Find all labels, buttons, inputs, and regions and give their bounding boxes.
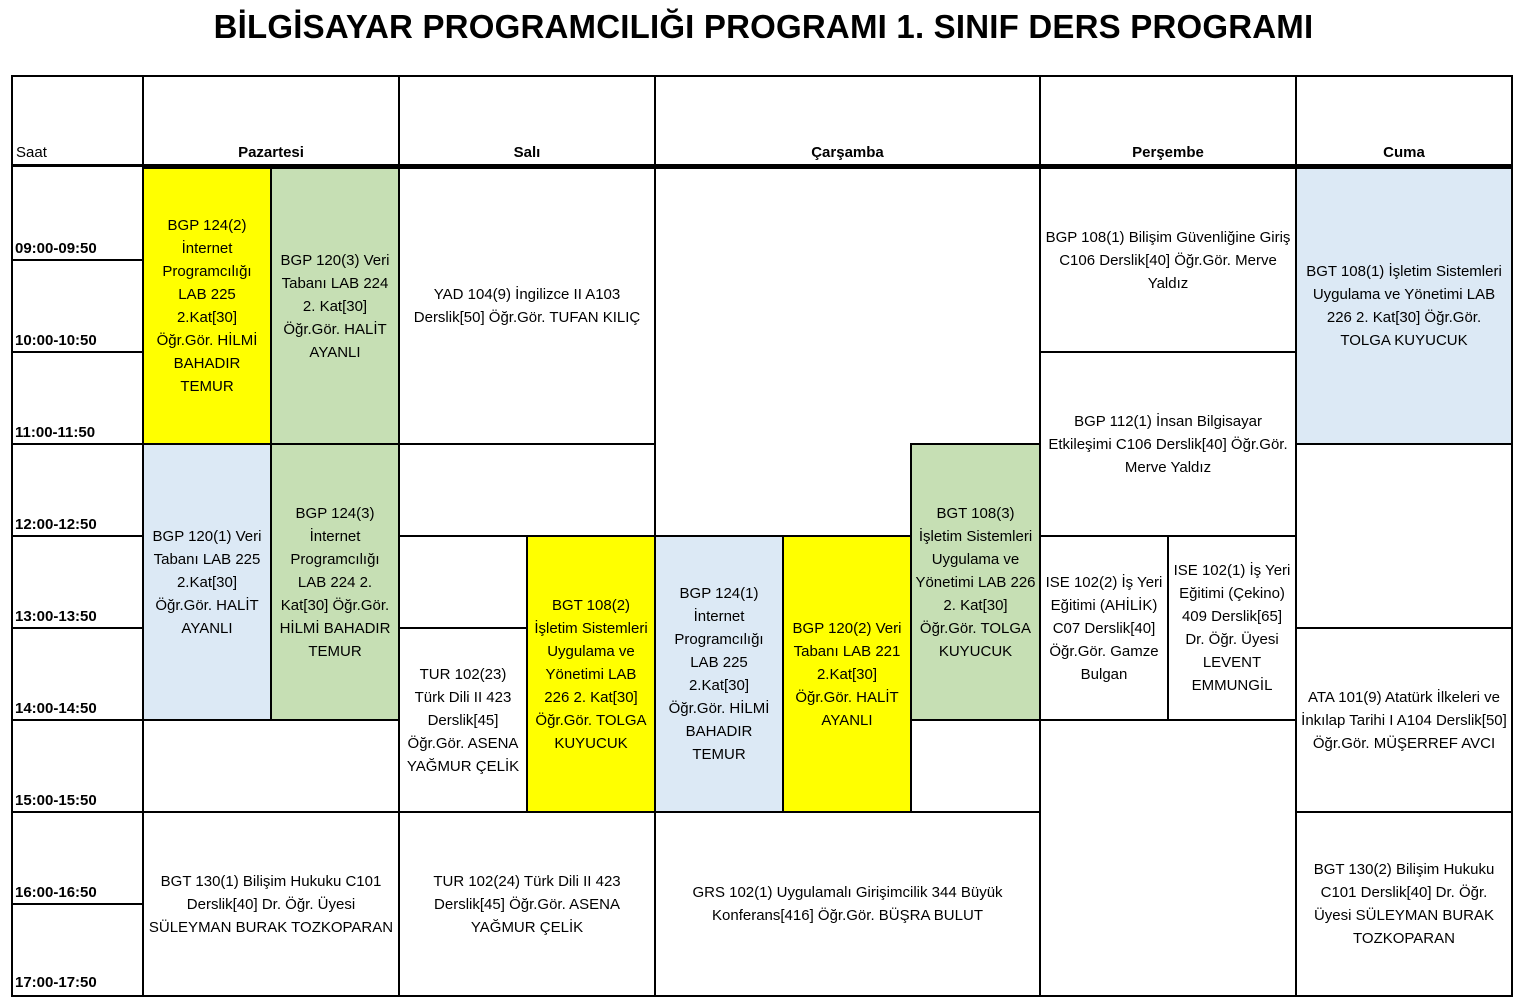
- time-divider: [12, 719, 143, 721]
- course-text: BGT 130(1) Bilişim Hukuku C101 Derslik[40] Dr. Öğr. Üyesi SÜLEYMAN BURAK TOZKOPARAN: [148, 872, 394, 936]
- header-day-tuesday: [398, 75, 656, 167]
- header-day-label: Çarşamba: [811, 144, 884, 161]
- course-text: BGP 124(3) İnternet Programcılığı LAB 224 2. Kat[30] Öğr.Gör. HİLMİ BAHADIR TEMUR: [279, 504, 391, 660]
- course-cell[interactable]: [1039, 535, 1169, 721]
- header-day-label: Salı: [513, 144, 541, 161]
- header-day-label: Cuma: [1383, 144, 1425, 161]
- course-text: BGP 112(1) İnsan Bilgisayar Etkileşimi C106 Derslik[40] Öğr.Gör. Merve Yaldız: [1048, 412, 1288, 476]
- course-cell[interactable]: [1295, 627, 1513, 813]
- time-slot: 12:00-12:50: [15, 516, 97, 533]
- time-divider: [12, 811, 143, 813]
- time-divider: [12, 259, 143, 261]
- header-saat: [11, 75, 144, 167]
- header-day-wednesday: [654, 75, 1041, 167]
- course-cell[interactable]: [782, 535, 912, 813]
- empty-cell: [1039, 719, 1297, 997]
- course-text: BGP 120(2) Veri Tabanı LAB 221 2.Kat[30] Öğr.Gör. HALİT AYANLI: [792, 619, 902, 729]
- course-cell[interactable]: [398, 627, 528, 813]
- time-slot: 11:00-11:50: [15, 424, 96, 441]
- time-slot: 17:00-17:50: [15, 974, 97, 991]
- course-cell[interactable]: [910, 443, 1041, 721]
- course-cell[interactable]: [1295, 167, 1513, 445]
- course-cell[interactable]: [142, 443, 272, 721]
- course-text: ISE 102(1) İş Yeri Eğitimi (Çekino) 409 Derslik[65] Dr. Öğr. Üyesi LEVENT EMMUNGİL: [1173, 562, 1291, 694]
- time-divider: [12, 443, 143, 445]
- course-cell[interactable]: [654, 535, 784, 813]
- course-cell[interactable]: [142, 811, 400, 997]
- course-text: YAD 104(9) İngilizce II A103 Derslik[50] Öğr.Gör. TUFAN KILIÇ: [413, 286, 641, 326]
- empty-cell: [1295, 443, 1513, 629]
- time-slot: 13:00-13:50: [15, 608, 97, 625]
- empty-cell: [654, 443, 912, 537]
- empty-cell: [398, 443, 656, 537]
- course-cell[interactable]: [270, 443, 400, 721]
- course-text: BGP 120(1) Veri Tabanı LAB 225 2.Kat[30] Öğr.Gör. HALİT AYANLI: [152, 527, 262, 637]
- course-text: TUR 102(24) Türk Dili II 423 Derslik[45] Öğr.Gör. ASENA YAĞMUR ÇELİK: [433, 872, 621, 936]
- course-text: BGP 120(3) Veri Tabanı LAB 224 2. Kat[30] Öğr.Gör. HALİT AYANLI: [280, 251, 390, 361]
- time-slot: 14:00-14:50: [15, 700, 97, 717]
- time-slot: 15:00-15:50: [15, 792, 97, 809]
- header-day-thursday: [1039, 75, 1297, 167]
- empty-cell: [910, 719, 1041, 813]
- course-cell[interactable]: [1039, 351, 1297, 537]
- course-text: ATA 101(9) Atatürk İlkeleri ve İnkılap Tarihi I A104 Derslik[50] Öğr.Gör. MÜŞERREF AVCI: [1301, 688, 1507, 752]
- course-text: ISE 102(2) İş Yeri Eğitimi (AHİLİK) C07 Derslik[40] Öğr.Gör. Gamze Bulgan: [1045, 573, 1163, 683]
- header-day-monday: [142, 75, 400, 167]
- time-divider: [12, 627, 143, 629]
- time-slot: 09:00-09:50: [15, 240, 97, 257]
- header-day-friday: [1295, 75, 1513, 167]
- empty-cell: [398, 535, 528, 629]
- empty-cell: [142, 719, 400, 813]
- course-text: BGT 108(3) İşletim Sistemleri Uygulama ve Yönetimi LAB 226 2. Kat[30] Öğr.Gör. TOLGA KUYUCUK: [915, 504, 1036, 660]
- course-text: BGP 108(1) Bilişim Güvenliğine Giriş C106 Derslik[40] Öğr.Gör. Merve Yaldız: [1045, 228, 1291, 292]
- course-cell[interactable]: [526, 535, 656, 813]
- time-slot: 16:00-16:50: [15, 884, 97, 901]
- course-text: BGP 124(1) İnternet Programcılığı LAB 225 2.Kat[30] Öğr.Gör. HİLMİ BAHADIR TEMUR: [668, 585, 770, 763]
- course-text: BGT 108(2) İşletim Sistemleri Uygulama ve Yönetimi LAB 226 2. Kat[30] Öğr.Gör. TOLGA KUYUCUK: [534, 596, 648, 752]
- course-cell[interactable]: [1295, 811, 1513, 997]
- course-text: BGT 108(1) İşletim Sistemleri Uygulama ve Yönetimi LAB 226 2. Kat[30] Öğr.Gör. TOLGA KUYUCUK: [1306, 263, 1502, 349]
- time-slot: 10:00-10:50: [15, 332, 97, 349]
- time-divider: [12, 351, 143, 353]
- course-cell[interactable]: [270, 167, 400, 445]
- course-cell[interactable]: [398, 167, 656, 445]
- time-divider: [12, 535, 143, 537]
- course-cell[interactable]: [1167, 535, 1297, 721]
- header-day-label: Pazartesi: [238, 144, 304, 161]
- header-day-label: Perşembe: [1132, 144, 1204, 161]
- course-text: TUR 102(23) Türk Dili II 423 Derslik[45] Öğr.Gör. ASENA YAĞMUR ÇELİK: [406, 665, 520, 775]
- course-text: GRS 102(1) Uygulamalı Girişimcilik 344 Büyük Konferans[416] Öğr.Gör. BÜŞRA BULUT: [692, 884, 1003, 924]
- course-text: BGT 130(2) Bilişim Hukuku C101 Derslik[40] Dr. Öğr. Üyesi SÜLEYMAN BURAK TOZKOPARAN: [1313, 861, 1495, 947]
- header-saat-label: Saat: [16, 144, 47, 161]
- time-column: [11, 165, 144, 997]
- course-cell[interactable]: [654, 811, 1041, 997]
- course-cell[interactable]: [1039, 167, 1297, 353]
- course-cell[interactable]: [142, 167, 272, 445]
- time-divider: [12, 903, 143, 905]
- course-cell[interactable]: [398, 811, 656, 997]
- page-title: BİLGİSAYAR PROGRAMCILIĞI PROGRAMI 1. SINIF DERS PROGRAMI: [213, 8, 1314, 45]
- course-text: BGP 124(2) İnternet Programcılığı LAB 225 2.Kat[30] Öğr.Gör. HİLMİ BAHADIR TEMUR: [156, 217, 258, 395]
